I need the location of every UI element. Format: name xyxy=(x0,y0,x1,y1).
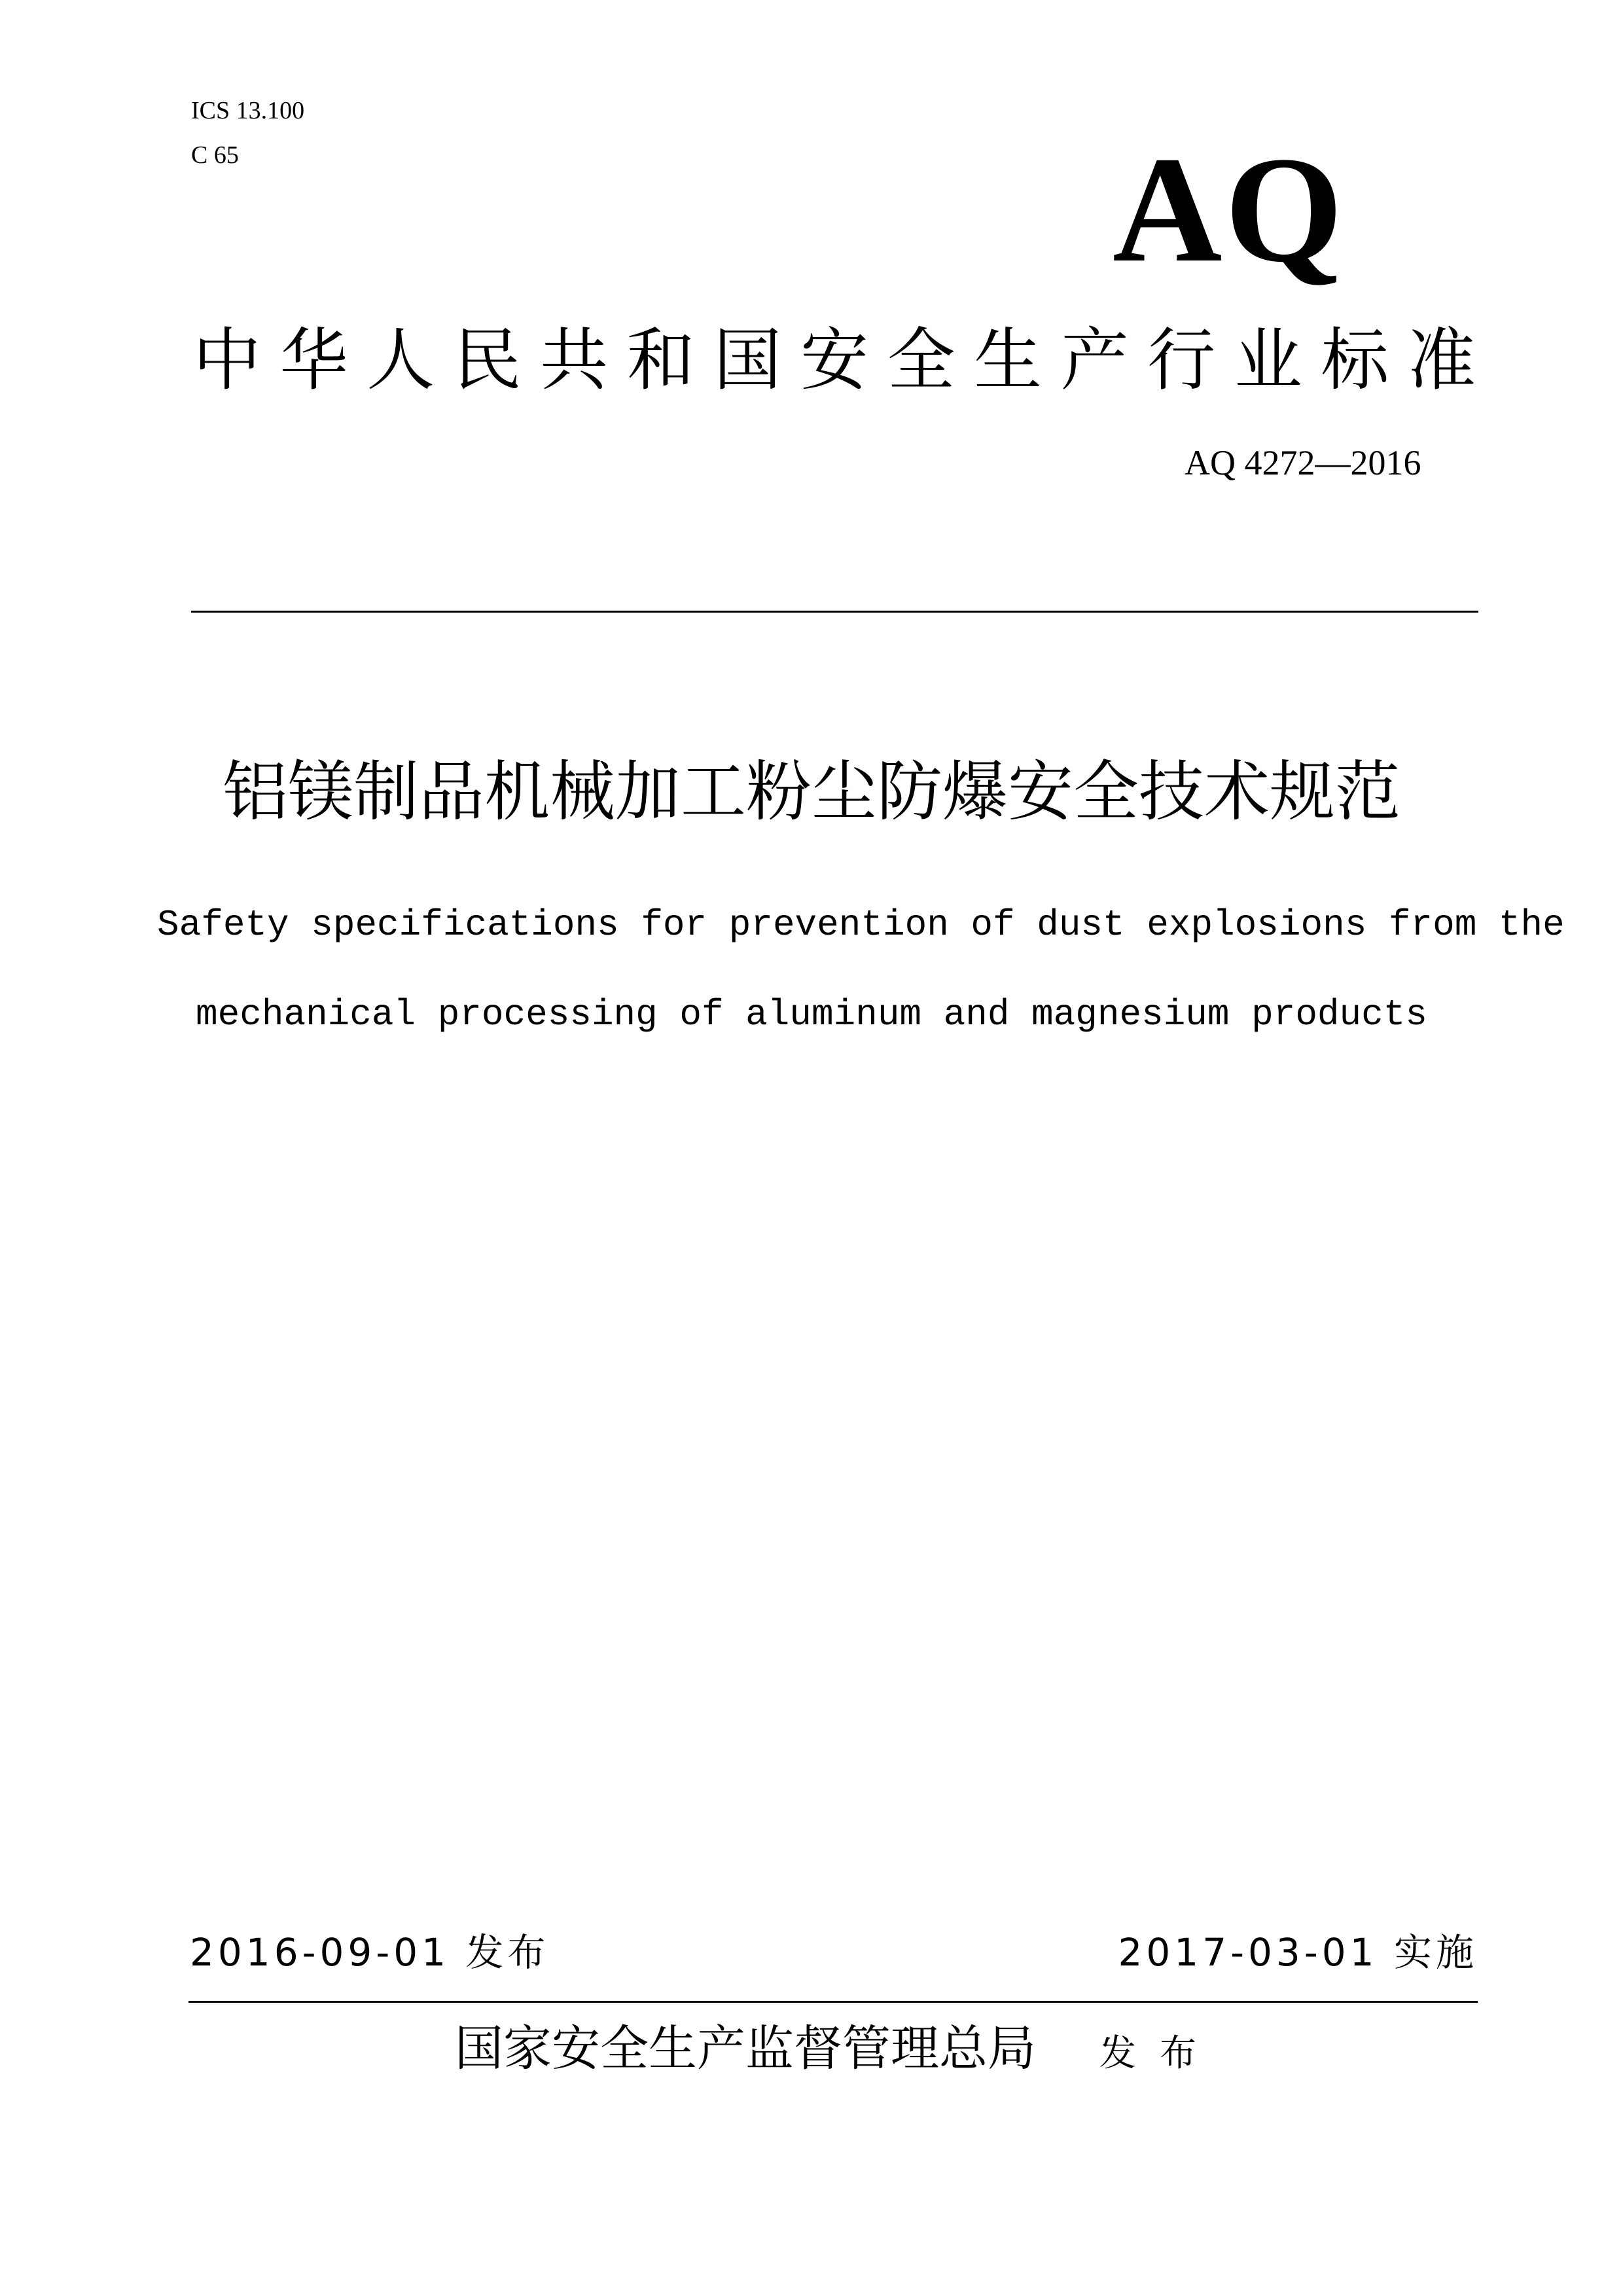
footer-divider xyxy=(188,2001,1478,2003)
document-title-chinese: 铝镁制品机械加工粉尘防爆安全技术规范 xyxy=(223,753,1400,830)
standard-category-title: 中华人民共和国安全生产行业标准 xyxy=(193,320,1476,400)
standard-number: AQ 4272—2016 xyxy=(1185,443,1421,482)
issue-date: 2016-09-01 发布 xyxy=(190,1930,550,1975)
issuing-action: 发布 xyxy=(1099,2032,1220,2075)
document-title-english-line-2: mechanical processing of aluminum and magnesium products xyxy=(196,994,1427,1035)
aq-logo: AQ xyxy=(1113,126,1346,294)
header-divider xyxy=(191,611,1478,613)
classification-code: C 65 xyxy=(191,141,239,169)
effective-date: 2017-03-01 实施 xyxy=(1118,1930,1478,1975)
document-title-english-line-1: Safety specifications for prevention of dust explosions from the xyxy=(157,904,1565,946)
ics-code: ICS 13.100 xyxy=(191,97,305,124)
issuing-authority: 国家安全生产监督管理总局 xyxy=(455,2020,1036,2077)
